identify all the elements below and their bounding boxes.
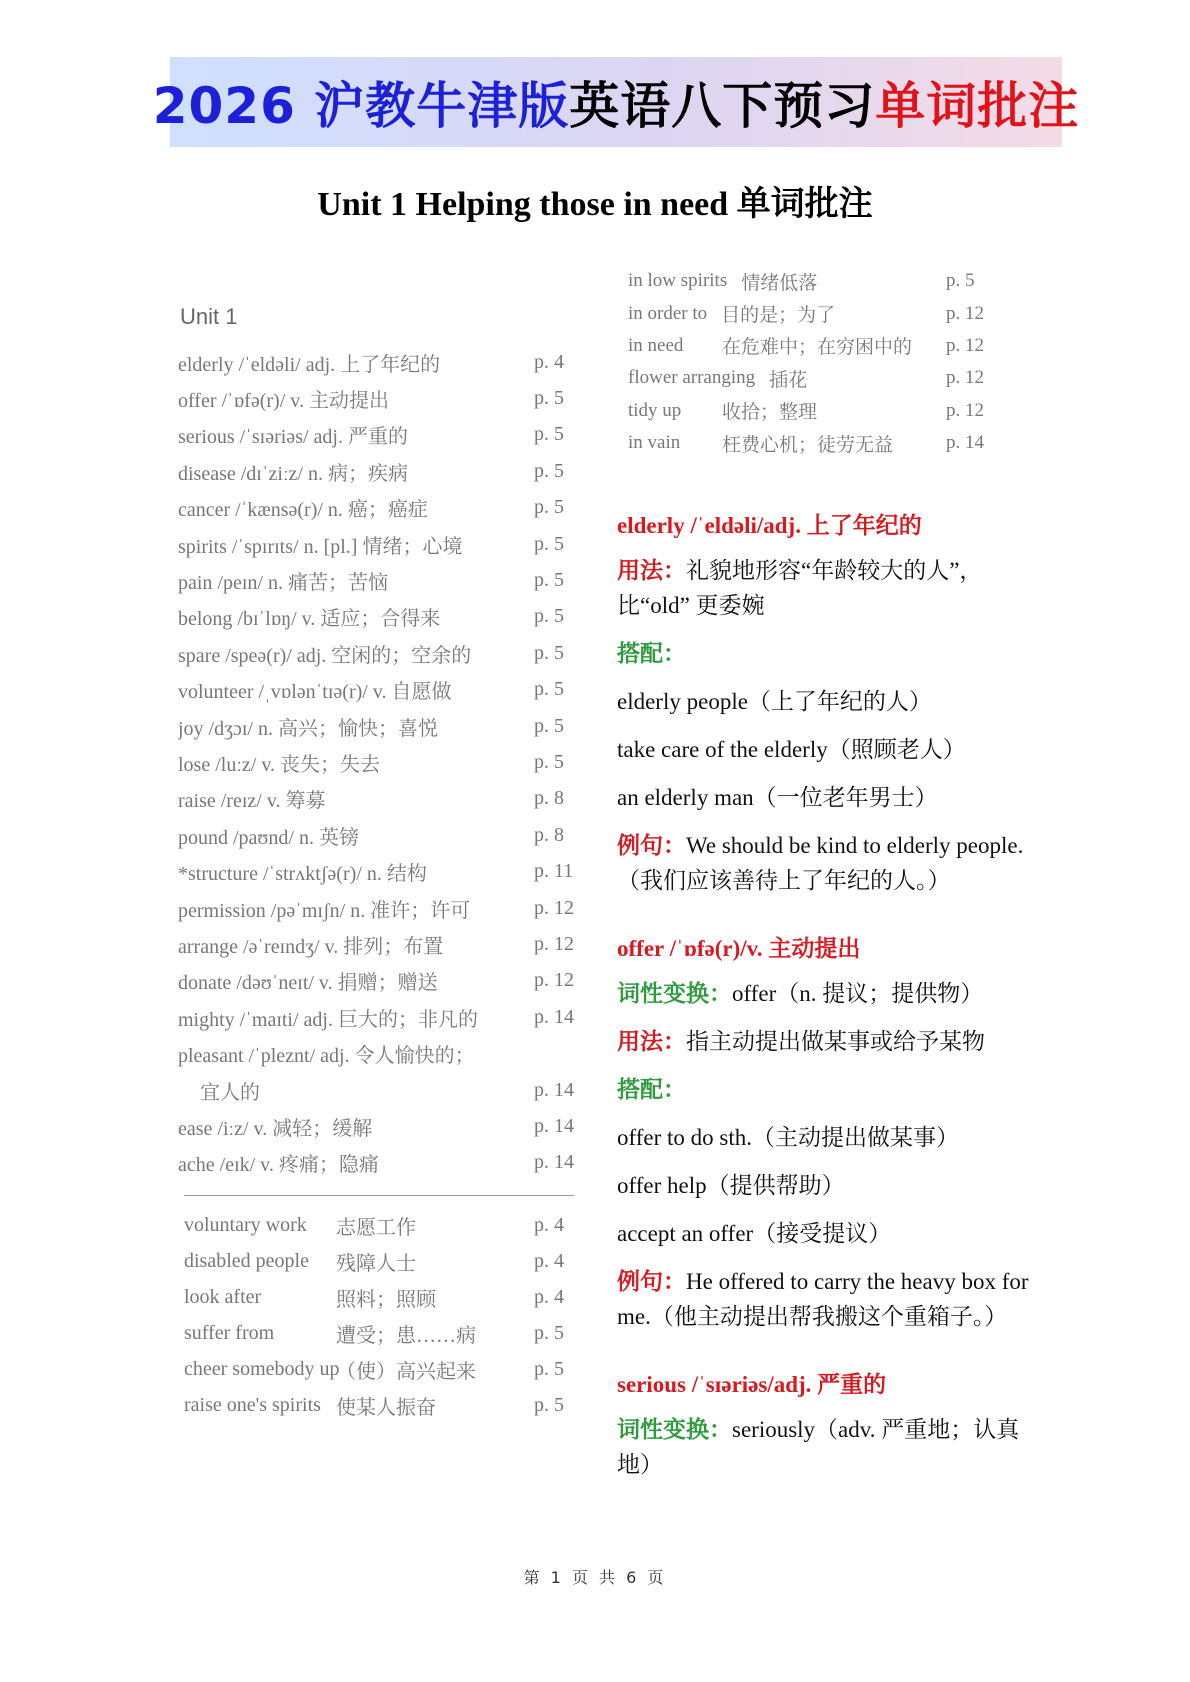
vocab-row	[178, 926, 578, 962]
vocab-row	[178, 635, 578, 671]
phrase-list-continued	[628, 265, 988, 459]
phrase-cn: 志愿工作	[336, 1217, 416, 1240]
page-footer: 第 1 页 共 6 页	[523, 1568, 667, 1587]
page-ref: p. 14	[946, 432, 984, 454]
page-ref: p. 12	[534, 896, 574, 919]
word-form-text: offer（n. 提议；提供物）	[732, 981, 984, 1006]
page-ref: p. 4	[534, 350, 564, 373]
page-ref: p. 5	[534, 1394, 564, 1417]
phrase-en: voluntary work	[184, 1214, 307, 1237]
page-ref: p. 11	[534, 860, 574, 883]
vocab-entry: raise /reɪz/ v. 筹募	[178, 790, 326, 813]
page-ref: p. 12	[534, 932, 574, 955]
page-ref: p. 5	[534, 1322, 564, 1345]
entry-heading-elderly: elderly /ˈeldəli/adj. 上了年纪的	[617, 513, 922, 538]
phrase-en: suffer from	[184, 1322, 275, 1345]
page-ref: p. 5	[534, 387, 564, 410]
vocab-row	[178, 344, 578, 380]
phrase-cn: 使某人振奋	[336, 1397, 436, 1420]
page-ref: p. 5	[946, 270, 975, 292]
page-ref: p. 12	[534, 969, 574, 992]
vocab-entry: 宜人的	[200, 1081, 260, 1104]
vocab-row	[178, 453, 578, 489]
phrase-cn: 目的是；为了	[721, 305, 836, 327]
page-ref: p. 12	[946, 367, 984, 389]
vocab-entry: spirits /ˈspɪrɪts/ n. [pl.] 情绪；心境	[178, 535, 463, 558]
phrase-row	[628, 265, 988, 297]
vocab-entry: disease /dɪˈziːz/ n. 病；疾病	[178, 462, 408, 485]
page-title: Unit 1 Helping those in need 单词批注	[317, 186, 873, 223]
usage-label: 用法：	[617, 558, 686, 583]
vocab-row	[178, 963, 578, 999]
vocab-row	[178, 599, 578, 635]
page-ref: p. 12	[946, 334, 984, 356]
vocab-entry: belong /bɪˈlɒŋ/ v. 适应；合得来	[178, 608, 441, 631]
vocab-entry: offer /ˈɒfə(r)/ v. 主动提出	[178, 390, 389, 413]
phrase-rows	[178, 1208, 578, 1424]
word-rows	[178, 344, 578, 1181]
phrase-row	[178, 1316, 578, 1352]
banner-edition: 2026 沪教牛津版	[152, 77, 570, 135]
phrase-en: look after	[184, 1286, 262, 1309]
phrase-cn: （使）高兴起来	[336, 1361, 476, 1384]
vocab-row	[178, 562, 578, 598]
vocab-entry: donate /dəʊˈneɪt/ v. 捐赠；赠送	[178, 972, 438, 995]
phrase-cn: 在危难中；在穷困中的	[722, 337, 913, 359]
vocab-row	[178, 417, 578, 453]
vocab-row	[178, 490, 578, 526]
title-banner	[152, 57, 1080, 147]
phrase-cn: 枉费心机；徒劳无益	[722, 434, 894, 456]
phrase-en: tidy up	[628, 399, 682, 421]
vocab-entry: lose /luːz/ v. 丧失；失去	[178, 753, 381, 776]
vocab-entry: pound /paʊnd/ n. 英镑	[178, 826, 359, 849]
vocab-row	[178, 1072, 578, 1108]
vocab-row	[178, 1035, 578, 1071]
phrase-cn: 照料；照顾	[336, 1289, 436, 1312]
phrase-row	[628, 427, 988, 459]
phrase-row	[628, 395, 988, 427]
page-ref: p. 4	[534, 1286, 564, 1309]
banner-subject: 英语八下预习	[569, 77, 876, 135]
vocab-entry: volunteer /ˌvɒlənˈtɪə(r)/ v. 自愿做	[178, 681, 452, 704]
page-ref: p. 5	[534, 1358, 564, 1381]
phrase-en: in order to	[628, 302, 708, 324]
page-ref: p. 4	[534, 1250, 564, 1273]
phrase-row	[178, 1244, 578, 1280]
example-label: 例句：	[617, 833, 686, 858]
vocab-row	[178, 890, 578, 926]
phrase-row	[178, 1352, 578, 1388]
vocab-entry: cancer /ˈkænsə(r)/ n. 癌；癌症	[178, 499, 428, 522]
vocab-row	[178, 672, 578, 708]
word-form-label: 词性变换：	[617, 981, 732, 1006]
vocab-row	[178, 853, 578, 889]
vocab-row	[178, 708, 578, 744]
page-ref: p. 14	[534, 1114, 574, 1137]
vocab-entry: pleasant /ˈpleznt/ adj. 令人愉快的；	[178, 1045, 475, 1068]
collocation-item: accept an offer（接受提议）	[617, 1221, 892, 1246]
phrase-row	[178, 1280, 578, 1316]
vocab-entry: joy /dʒɔɪ/ n. 高兴；愉快；喜悦	[178, 717, 438, 740]
usage-text: 指主动提出做某事或给予某物	[686, 1029, 985, 1054]
unit-heading: Unit 1	[180, 304, 238, 329]
phrase-en: in need	[628, 334, 684, 356]
vocab-entry: mighty /ˈmaɪti/ adj. 巨大的；非凡的	[178, 1008, 478, 1031]
page-ref: p. 5	[534, 569, 564, 592]
phrase-row	[628, 297, 988, 329]
page-ref: p. 14	[534, 1151, 574, 1174]
phrase-en: flower arranging	[628, 367, 756, 389]
collocation-item: take care of the elderly（照顾老人）	[617, 737, 966, 762]
phrase-cn: 残障人士	[336, 1253, 416, 1276]
vocab-row	[178, 526, 578, 562]
word-form-text: seriously（adv. 严重地；认真地）	[617, 1417, 1020, 1477]
vocab-entry: *structure /ˈstrʌktʃə(r)/ n. 结构	[178, 863, 427, 886]
vocab-entry: pain /peɪn/ n. 痛苦；苦恼	[178, 572, 388, 595]
phrase-row	[628, 330, 988, 362]
page-ref: p. 5	[534, 750, 564, 773]
example-sentence	[617, 1264, 1047, 1334]
usage-note	[617, 553, 1047, 623]
page-ref: p. 5	[534, 678, 564, 701]
collocation-item: elderly people（上了年纪的人）	[617, 689, 932, 714]
vocab-row	[178, 380, 578, 416]
vocab-entry: elderly /ˈeldəli/ adj. 上了年纪的	[178, 353, 441, 376]
collocation-item: offer help（提供帮助）	[617, 1173, 845, 1198]
page-ref: p. 5	[534, 532, 564, 555]
example-label: 例句：	[617, 1269, 686, 1294]
vocab-row	[178, 817, 578, 853]
word-form-note	[617, 976, 1047, 1011]
phrase-en: cheer somebody up	[184, 1358, 340, 1381]
collocation-item: offer to do sth.（主动提出做某事）	[617, 1125, 960, 1150]
phrase-en: in vain	[628, 432, 681, 454]
phrase-en: raise one's spirits	[184, 1394, 321, 1417]
page-ref: p. 14	[534, 1078, 574, 1101]
vocabulary-list	[178, 300, 578, 1424]
vocab-row	[178, 781, 578, 817]
phrase-cn: 插花	[769, 369, 808, 391]
phrase-cn: 遭受；患……病	[336, 1325, 476, 1348]
page-ref: p. 12	[946, 302, 984, 324]
vocab-row	[178, 1145, 578, 1181]
entry-heading-offer: offer /ˈɒfə(r)/v. 主动提出	[617, 936, 861, 961]
page-ref: p. 5	[534, 459, 564, 482]
example-text: We should be kind to elderly people.（我们应该善待上了年纪的人。）	[617, 833, 1024, 893]
vocab-entry: spare /speə(r)/ adj. 空闲的；空余的	[178, 644, 472, 667]
page-ref: p. 4	[534, 1214, 564, 1237]
annotation-notes	[617, 508, 1047, 1495]
page-ref: p. 5	[534, 423, 564, 446]
usage-note	[617, 1024, 1047, 1059]
page-ref: p. 5	[534, 605, 564, 628]
page-ref: p. 8	[534, 787, 564, 810]
vocab-entry: serious /ˈsɪəriəs/ adj. 严重的	[178, 426, 408, 449]
page-ref: p. 5	[534, 496, 564, 519]
vocab-entry: arrange /əˈreɪndʒ/ v. 排列；布置	[178, 935, 444, 958]
vocab-entry: ease /iːz/ v. 减轻；缓解	[178, 1117, 373, 1140]
page-ref: p. 5	[534, 714, 564, 737]
collocation-label: 搭配：	[617, 1077, 686, 1102]
collocation-item: an elderly man（一位老年男士）	[617, 785, 938, 810]
phrase-row	[178, 1388, 578, 1424]
usage-label: 用法：	[617, 1029, 686, 1054]
collocation-label: 搭配：	[617, 641, 686, 666]
phrase-cn: 收拾；整理	[722, 402, 818, 424]
page-ref: p. 12	[946, 399, 984, 421]
entry-heading-serious: serious /ˈsɪəriəs/adj. 严重的	[617, 1372, 887, 1397]
page-ref: p. 5	[534, 641, 564, 664]
divider	[184, 1195, 574, 1196]
example-text: He offered to carry the heavy box for me.（他主动提出帮我搬这个重箱子。）	[617, 1269, 1029, 1329]
phrase-en: disabled people	[184, 1250, 309, 1273]
word-form-note	[617, 1412, 1047, 1482]
vocab-row	[178, 744, 578, 780]
page-ref: p. 8	[534, 823, 564, 846]
example-sentence	[617, 828, 1047, 898]
vocab-row	[178, 1108, 578, 1144]
vocab-entry: ache /eɪk/ v. 疼痛；隐痛	[178, 1154, 379, 1177]
vocab-row	[178, 999, 578, 1035]
banner-topic: 单词批注	[875, 77, 1080, 135]
page-ref: p. 14	[534, 1005, 574, 1028]
phrase-en: in low spirits	[628, 270, 728, 292]
usage-text: 礼貌地形容“年龄较大的人”，比“old” 更委婉	[617, 558, 983, 618]
word-form-label: 词性变换：	[617, 1417, 732, 1442]
vocab-entry: permission /pəˈmɪʃn/ n. 准许；许可	[178, 899, 471, 922]
phrase-cn: 情绪低落	[741, 272, 818, 294]
phrase-row	[178, 1208, 578, 1244]
phrase-row	[628, 362, 988, 394]
